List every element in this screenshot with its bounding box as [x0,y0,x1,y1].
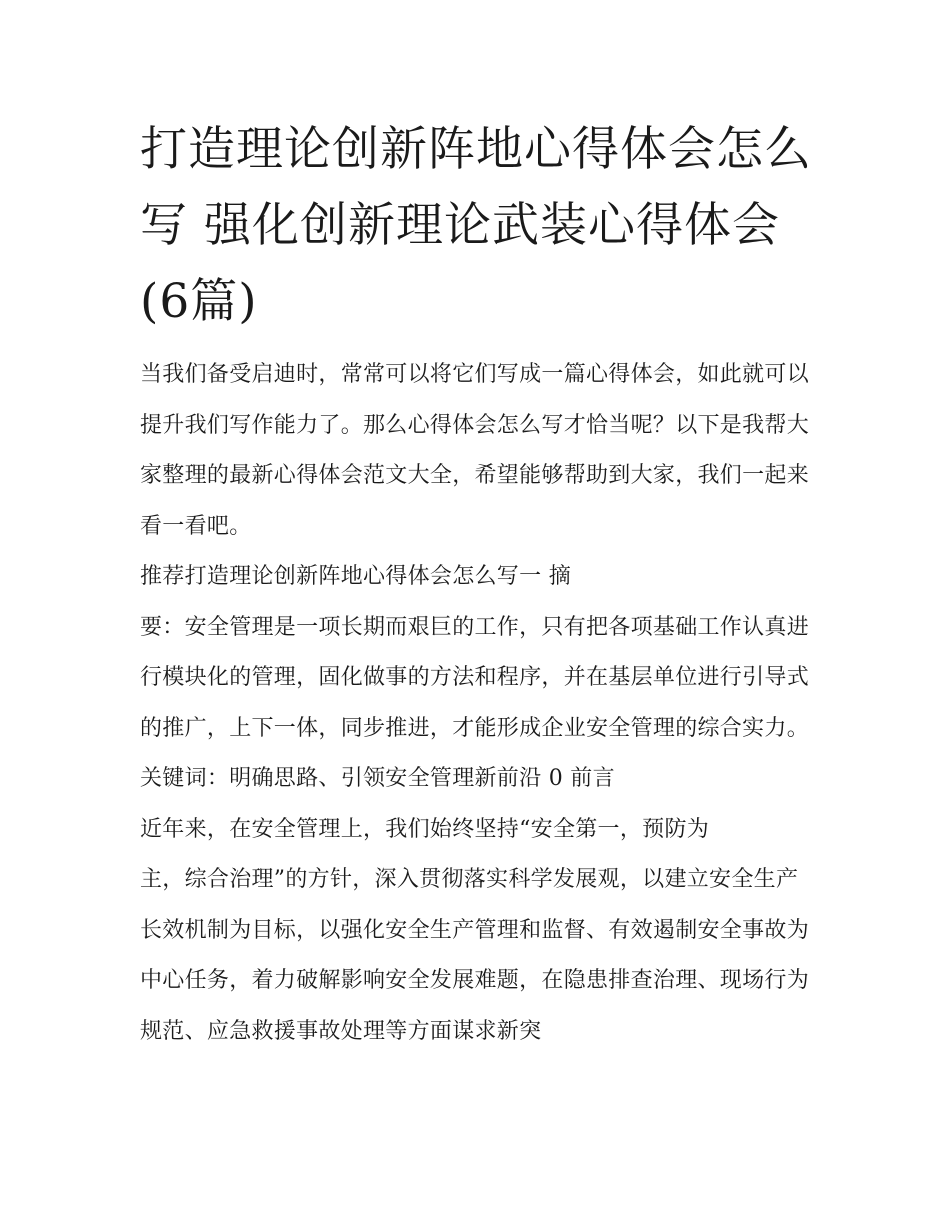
body-paragraph: 主，综合治理”的方针，深入贯彻落实科学发展观，以建立安全生产长效机制为目标，以强化安全生产管理和监督、有效遏制安全事故为中心任务，着力破解影响安全发展难题，在隐患排查治理、现场行为规范、应急救援事故处理等方面谋求新突 [140,867,810,1044]
document-body [140,350,815,1057]
section-heading: 推荐打造理论创新阵地心得体会怎么写一 摘 [140,564,571,589]
document-page [140,112,815,1057]
preface-line: 近年来，在安全管理上，我们始终坚持“安全第一，预防为 [140,816,710,842]
abstract-paragraph: 要：安全管理是一项长期而艰巨的工作，只有把各项基础工作认真进行模块化的管理，固化做事的方法和程序，并在基层单位进行引导式的推广，上下一体，同步推进，才能形成企业安全管理的综合实力。 [140,614,810,741]
keywords-line: 关键词：明确思路、引领安全管理新前沿 0 前言 [140,766,615,791]
document-title: 打造理论创新阵地心得体会怎么写 强化创新理论武装心得体会(6篇) [140,122,812,329]
intro-paragraph: 当我们备受启迪时，常常可以将它们写成一篇心得体会，如此就可以提升我们写作能力了。那么心得体会怎么写才恰当呢？以下是我帮大家整理的最新心得体会范文大全，希望能够帮助到大家，我们一起来看一看吧。 [140,362,810,539]
